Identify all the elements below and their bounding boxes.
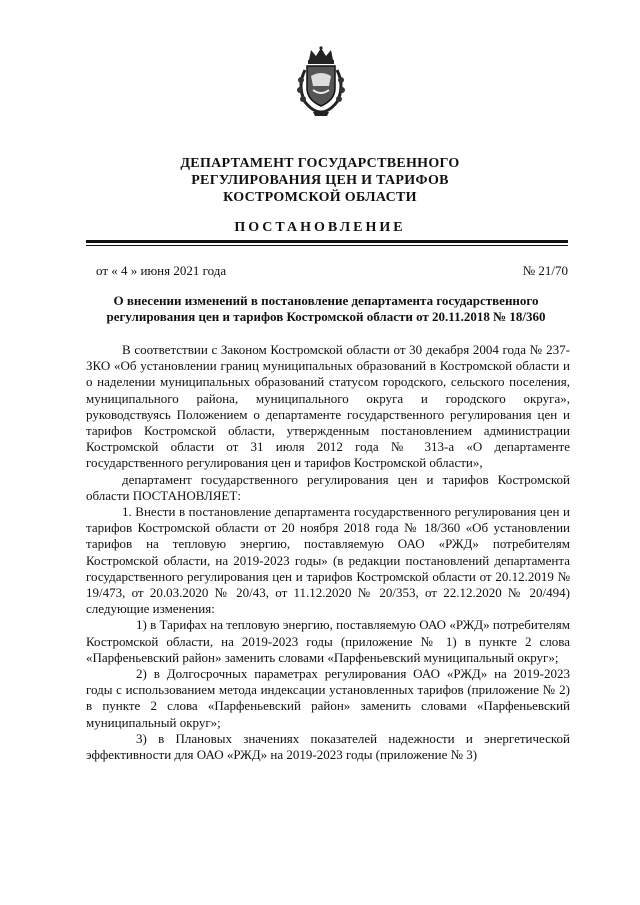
document-body	[86, 342, 570, 763]
title-rule-thin	[86, 245, 568, 246]
header-line-2: РЕГУЛИРОВАНИЯ ЦЕН И ТАРИФОВ	[191, 173, 449, 188]
department-header	[0, 155, 640, 206]
document-title: ПОСТАНОВЛЕНИЕ	[234, 220, 406, 235]
paragraph-subitem-2: 2) в Долгосрочных параметрах регулирования ОАО «РЖД» на 2019-2023 годы с использованием метода индексации установленных тарифов (приложение № 2) в пункте 2 слова «Парфеньевский район» заменить словами «Парфеньевский муниципальный округ»;	[86, 666, 570, 730]
document-subject: О внесении изменений в постановление департамента государственного регулирования цен и тарифов Костромской области от 20.11.2018 № 18/360	[106, 293, 546, 324]
paragraph-resolves: департамент государственного регулирования цен и тарифов Костромской области ПОСТАНОВЛЯЕТ:	[86, 471, 570, 503]
header-line-1: ДЕПАРТАМЕНТ ГОСУДАРСТВЕННОГО	[180, 156, 460, 171]
paragraph-item-1: 1. Внести в постановление департамента государственного регулирования цен и тарифов Костромской области от 20 ноября 2018 года № 18/360 «Об установлении тарифов на тепловую энергию, поставляемую ОАО «РЖД» потребителям Костромской области, на 2019-2023 годы» (в редакции постановлений департамента государственного регулирования цен и тарифов Костромской области от 20.12.2019 № 19/473, от 20.03.2020 № 20/43, от 11.12.2020 № 20/353, от 22.12.2020 № 20/494) следующие изменения:	[86, 504, 570, 617]
document-number: № 21/70	[522, 263, 568, 278]
paragraph-subitem-1: 1) в Тарифах на тепловую энергию, поставляемую ОАО «РЖД» потребителям Костромской области, на 2019-2023 годы (приложение № 1) в пункте 2 слова «Парфеньевский район» заменить словами «Парфеньевский муниципальный округ»;	[86, 617, 570, 665]
date-line	[96, 263, 568, 279]
document-date: от « 4 » июня 2021 года	[96, 263, 227, 278]
paragraph-preamble: В соответствии с Законом Костромской области от 30 декабря 2004 года № 237-ЗКО «Об установлении границ муниципальных образований в Костромской области и о наделении муниципальных образований статусом городского, сельского поселения, муниципального района, муниципального округа и городского округа», руководствуясь Положением о департаменте государственного регулирования цен и тарифов Костромской области, утвержденным постановлением администрации Костромской области от 31 июля 2012 года № 313-а «О департаменте государственного регулирования цен и тарифов Костромской области»,	[86, 342, 570, 471]
paragraph-subitem-3: 3) в Плановых значениях показателей надежности и энергетической эффективности для ОАО «РЖД» на 2019-2023 годы (приложение № 3)	[86, 730, 570, 763]
title-rule-thick	[86, 240, 568, 243]
header-line-3: КОСТРОМСКОЙ ОБЛАСТИ	[223, 190, 417, 205]
coat-of-arms-emblem	[293, 46, 349, 118]
